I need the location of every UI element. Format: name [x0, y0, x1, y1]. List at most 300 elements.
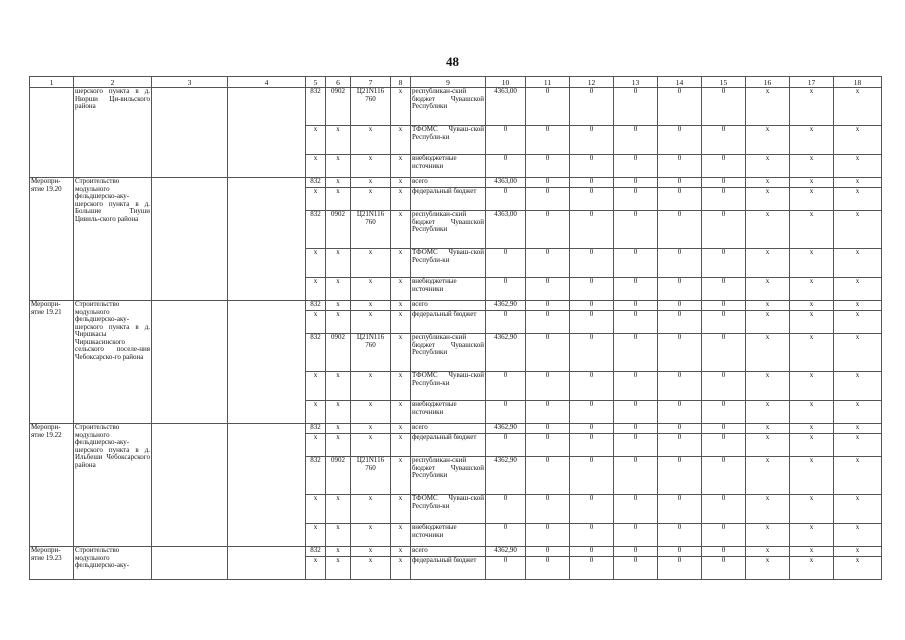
vr-cell: x [391, 547, 411, 557]
value-cell: x [746, 88, 790, 126]
value-cell: 0 [570, 334, 614, 372]
value-cell: 0 [570, 424, 614, 434]
csr-cell: x [351, 188, 391, 211]
csr-cell: x [351, 311, 391, 334]
column-header: 6 [326, 77, 351, 88]
value-cell: x [834, 434, 882, 457]
value-cell: 0 [614, 495, 658, 524]
value-cell: 0 [614, 424, 658, 434]
value-cell: 0 [614, 434, 658, 457]
measure-number-cell: Меропри-ятие 19.21 [30, 301, 74, 424]
column-header: 18 [834, 77, 882, 88]
value-cell: 0 [570, 88, 614, 126]
column-header: 12 [570, 77, 614, 88]
value-cell: x [790, 311, 834, 334]
rzpr-cell: x [326, 547, 351, 557]
measure-name-cell: Строительство модульного фельдшерско-аку-шерского пункта в д. Большие Тиуши Цивиль-ского района [74, 178, 152, 301]
value-cell: 0 [570, 155, 614, 178]
measure-name-cell: Строительство модульного фельдшерско-аку-шерского пункта в д. Ильбеши Чебоксарского района [74, 424, 152, 547]
vr-cell: x [391, 178, 411, 188]
rzpr-cell: x [326, 155, 351, 178]
value-cell: x [834, 301, 882, 311]
value-cell: 0 [702, 126, 746, 155]
value-cell: x [790, 249, 834, 278]
vr-cell: x [391, 434, 411, 457]
grbs-cell: 832 [306, 457, 326, 495]
table-row [30, 88, 882, 126]
value-cell: x [790, 334, 834, 372]
value-cell: x [746, 457, 790, 495]
csr-cell: x [351, 434, 391, 457]
csr-cell: x [351, 126, 391, 155]
value-cell: 0 [526, 301, 570, 311]
value-cell: 0 [658, 557, 702, 580]
value-cell: 0 [570, 457, 614, 495]
rzpr-cell: x [326, 424, 351, 434]
column-header: 5 [306, 77, 326, 88]
value-cell: x [790, 155, 834, 178]
vr-cell: x [391, 457, 411, 495]
value-cell: 0 [702, 311, 746, 334]
value-cell: x [834, 401, 882, 424]
value-cell: 0 [526, 311, 570, 334]
column-header: 14 [658, 77, 702, 88]
value-cell: x [834, 211, 882, 249]
measure-number-cell [30, 88, 74, 178]
source-cell: внебюджетные источники [411, 524, 486, 547]
vr-cell: x [391, 424, 411, 434]
value-cell: 0 [614, 547, 658, 557]
measure-number-cell: Меропри-ятие 19.20 [30, 178, 74, 301]
value-cell: 0 [614, 311, 658, 334]
value-cell: 0 [658, 278, 702, 301]
vr-cell: x [391, 524, 411, 547]
rzpr-cell: 0902 [326, 334, 351, 372]
source-cell: федеральный бюджет [411, 557, 486, 580]
grbs-cell: x [306, 372, 326, 401]
value-cell: 0 [526, 372, 570, 401]
vr-cell: x [391, 372, 411, 401]
source-cell: всего [411, 424, 486, 434]
value-cell: 0 [658, 547, 702, 557]
value-cell: 0 [614, 334, 658, 372]
value-cell: x [834, 334, 882, 372]
value-cell: 0 [658, 126, 702, 155]
value-cell: 0 [526, 211, 570, 249]
value-cell: 0 [526, 524, 570, 547]
grbs-cell: x [306, 311, 326, 334]
source-cell: республикан-ский бюджет Чувашской Республики [411, 88, 486, 126]
value-cell: x [834, 557, 882, 580]
table-cell [152, 178, 228, 301]
value-cell: 0 [614, 188, 658, 211]
value-cell: x [746, 557, 790, 580]
value-cell: 0 [526, 401, 570, 424]
value-cell: x [746, 188, 790, 211]
vr-cell: x [391, 401, 411, 424]
source-cell: республикан-ский бюджет Чувашской Республики [411, 334, 486, 372]
amount-cell: 0 [486, 557, 526, 580]
source-cell: внебюджетные источники [411, 278, 486, 301]
value-cell: x [790, 495, 834, 524]
value-cell: 0 [526, 188, 570, 211]
vr-cell: x [391, 249, 411, 278]
value-cell: 0 [526, 126, 570, 155]
value-cell: 0 [658, 301, 702, 311]
value-cell: x [834, 126, 882, 155]
csr-cell: x [351, 278, 391, 301]
value-cell: 0 [702, 278, 746, 301]
value-cell: x [834, 155, 882, 178]
value-cell: x [746, 249, 790, 278]
value-cell: 0 [658, 372, 702, 401]
value-cell: 0 [614, 301, 658, 311]
value-cell: 0 [570, 126, 614, 155]
csr-cell: Ц21N116 760 [351, 457, 391, 495]
value-cell: 0 [702, 188, 746, 211]
column-header: 2 [74, 77, 152, 88]
rzpr-cell: x [326, 495, 351, 524]
column-header: 15 [702, 77, 746, 88]
value-cell: 0 [614, 372, 658, 401]
vr-cell: x [391, 88, 411, 126]
value-cell: x [790, 424, 834, 434]
vr-cell: x [391, 495, 411, 524]
amount-cell: 4362,90 [486, 301, 526, 311]
value-cell: 0 [526, 155, 570, 178]
measure-name-cell: Строительство модульного фельдшерско-аку-шерского пункта в д. Чиршкасы Чиршкасинского сельского поселе-ния Чебоксарско-го района [74, 301, 152, 424]
value-cell: x [790, 301, 834, 311]
vr-cell: x [391, 188, 411, 211]
value-cell: x [790, 278, 834, 301]
value-cell: x [790, 524, 834, 547]
value-cell: 0 [526, 88, 570, 126]
value-cell: 0 [570, 278, 614, 301]
grbs-cell: 832 [306, 301, 326, 311]
value-cell: 0 [658, 178, 702, 188]
value-cell: 0 [570, 372, 614, 401]
column-header: 10 [486, 77, 526, 88]
amount-cell: 0 [486, 126, 526, 155]
value-cell: 0 [570, 401, 614, 424]
grbs-cell: x [306, 249, 326, 278]
rzpr-cell: 0902 [326, 88, 351, 126]
value-cell: 0 [526, 424, 570, 434]
grbs-cell: 832 [306, 334, 326, 372]
table-cell [228, 178, 306, 301]
value-cell: 0 [658, 524, 702, 547]
value-cell: x [834, 495, 882, 524]
vr-cell: x [391, 557, 411, 580]
value-cell: 0 [570, 311, 614, 334]
grbs-cell: 832 [306, 178, 326, 188]
source-cell: республикан-ский бюджет Чувашской Республики [411, 457, 486, 495]
value-cell: 0 [702, 372, 746, 401]
rzpr-cell: 0902 [326, 457, 351, 495]
value-cell: 0 [658, 495, 702, 524]
value-cell: x [746, 334, 790, 372]
csr-cell: x [351, 495, 391, 524]
table-row [30, 301, 882, 311]
vr-cell: x [391, 278, 411, 301]
value-cell: x [834, 372, 882, 401]
csr-cell: x [351, 524, 391, 547]
value-cell: x [746, 126, 790, 155]
value-cell: x [834, 249, 882, 278]
value-cell: x [790, 434, 834, 457]
value-cell: x [790, 188, 834, 211]
csr-cell: Ц21N116 760 [351, 88, 391, 126]
column-header: 4 [228, 77, 306, 88]
csr-cell: Ц21N116 760 [351, 211, 391, 249]
csr-cell: x [351, 557, 391, 580]
rzpr-cell: x [326, 126, 351, 155]
value-cell: x [746, 278, 790, 301]
value-cell: 0 [614, 155, 658, 178]
rzpr-cell: x [326, 372, 351, 401]
value-cell: 0 [658, 424, 702, 434]
amount-cell: 4363,00 [486, 178, 526, 188]
header-row [30, 77, 882, 88]
value-cell: x [834, 278, 882, 301]
table-cell [152, 88, 228, 178]
grbs-cell: x [306, 524, 326, 547]
value-cell: 0 [702, 334, 746, 372]
value-cell: x [746, 311, 790, 334]
value-cell: x [834, 178, 882, 188]
value-cell: 0 [570, 249, 614, 278]
value-cell: 0 [526, 495, 570, 524]
rzpr-cell: x [326, 401, 351, 424]
grbs-cell: x [306, 155, 326, 178]
value-cell: 0 [614, 457, 658, 495]
value-cell: 0 [702, 155, 746, 178]
value-cell: 0 [570, 495, 614, 524]
csr-cell: x [351, 547, 391, 557]
value-cell: 0 [526, 434, 570, 457]
value-cell: 0 [702, 178, 746, 188]
value-cell: 0 [702, 434, 746, 457]
budget-table [29, 76, 882, 580]
value-cell: 0 [658, 434, 702, 457]
value-cell: 0 [702, 249, 746, 278]
value-cell: 0 [658, 311, 702, 334]
source-cell: внебюджетные источники [411, 401, 486, 424]
source-cell: федеральный бюджет [411, 311, 486, 334]
vr-cell: x [391, 126, 411, 155]
value-cell: 0 [614, 524, 658, 547]
amount-cell: 4362,90 [486, 457, 526, 495]
source-cell: ТФОМС Чуваш-ской Республи-ки [411, 249, 486, 278]
value-cell: 0 [702, 424, 746, 434]
csr-cell: x [351, 401, 391, 424]
value-cell: 0 [658, 249, 702, 278]
value-cell: x [834, 424, 882, 434]
value-cell: 0 [702, 457, 746, 495]
csr-cell: x [351, 155, 391, 178]
value-cell: 0 [658, 211, 702, 249]
value-cell: 0 [570, 188, 614, 211]
rzpr-cell: x [326, 524, 351, 547]
column-header: 8 [391, 77, 411, 88]
value-cell: x [790, 557, 834, 580]
value-cell: 0 [614, 249, 658, 278]
vr-cell: x [391, 311, 411, 334]
value-cell: x [746, 424, 790, 434]
grbs-cell: 832 [306, 211, 326, 249]
value-cell: x [746, 401, 790, 424]
value-cell: 0 [614, 278, 658, 301]
rzpr-cell: x [326, 311, 351, 334]
value-cell: 0 [702, 301, 746, 311]
value-cell: 0 [526, 249, 570, 278]
amount-cell: 0 [486, 401, 526, 424]
amount-cell: 4363,00 [486, 88, 526, 126]
value-cell: 0 [526, 547, 570, 557]
value-cell: x [746, 178, 790, 188]
page-number: 48 [446, 54, 459, 69]
table-row [30, 424, 882, 434]
column-header: 7 [351, 77, 391, 88]
csr-cell: x [351, 249, 391, 278]
table-cell [228, 547, 306, 580]
csr-cell: x [351, 424, 391, 434]
table-cell [152, 301, 228, 424]
rzpr-cell: 0902 [326, 211, 351, 249]
value-cell: 0 [526, 334, 570, 372]
value-cell: 0 [702, 211, 746, 249]
value-cell: 0 [658, 155, 702, 178]
value-cell: x [790, 126, 834, 155]
value-cell: x [834, 457, 882, 495]
source-cell: ТФОМС Чуваш-ской Республи-ки [411, 126, 486, 155]
value-cell: x [790, 547, 834, 557]
value-cell: 0 [702, 557, 746, 580]
table-cell [152, 424, 228, 547]
column-header: 9 [411, 77, 486, 88]
value-cell: 0 [526, 457, 570, 495]
value-cell: x [834, 547, 882, 557]
table-cell [228, 424, 306, 547]
column-header: 16 [746, 77, 790, 88]
value-cell: 0 [614, 401, 658, 424]
value-cell: 0 [658, 88, 702, 126]
amount-cell: 0 [486, 524, 526, 547]
value-cell: 0 [658, 401, 702, 424]
rzpr-cell: x [326, 301, 351, 311]
value-cell: x [790, 457, 834, 495]
vr-cell: x [391, 301, 411, 311]
value-cell: 0 [658, 334, 702, 372]
source-cell: всего [411, 547, 486, 557]
value-cell: x [746, 155, 790, 178]
value-cell: 0 [614, 211, 658, 249]
value-cell: 0 [614, 88, 658, 126]
grbs-cell: 832 [306, 547, 326, 557]
value-cell: x [790, 88, 834, 126]
value-cell: 0 [614, 126, 658, 155]
grbs-cell: x [306, 278, 326, 301]
rzpr-cell: x [326, 278, 351, 301]
value-cell: 0 [614, 178, 658, 188]
value-cell: x [834, 524, 882, 547]
grbs-cell: x [306, 434, 326, 457]
amount-cell: 0 [486, 155, 526, 178]
source-cell: республикан-ский бюджет Чувашской Республики [411, 211, 486, 249]
amount-cell: 0 [486, 434, 526, 457]
value-cell: 0 [658, 188, 702, 211]
table-row [30, 547, 882, 557]
value-cell: 0 [526, 278, 570, 301]
amount-cell: 0 [486, 249, 526, 278]
grbs-cell: x [306, 401, 326, 424]
grbs-cell: 832 [306, 424, 326, 434]
value-cell: 0 [702, 524, 746, 547]
amount-cell: 0 [486, 188, 526, 211]
value-cell: x [834, 188, 882, 211]
vr-cell: x [391, 334, 411, 372]
grbs-cell: x [306, 126, 326, 155]
column-header: 13 [614, 77, 658, 88]
column-header: 3 [152, 77, 228, 88]
column-header: 1 [30, 77, 74, 88]
value-cell: 0 [702, 401, 746, 424]
value-cell: x [746, 301, 790, 311]
value-cell: x [746, 524, 790, 547]
amount-cell: 4363,00 [486, 211, 526, 249]
value-cell: x [790, 211, 834, 249]
table-cell [228, 88, 306, 178]
grbs-cell: 832 [306, 88, 326, 126]
amount-cell: 0 [486, 278, 526, 301]
rzpr-cell: x [326, 557, 351, 580]
column-header: 17 [790, 77, 834, 88]
source-cell: федеральный бюджет [411, 188, 486, 211]
value-cell: x [790, 178, 834, 188]
csr-cell: x [351, 372, 391, 401]
column-header: 11 [526, 77, 570, 88]
amount-cell: 4362,90 [486, 424, 526, 434]
table-cell [152, 547, 228, 580]
measure-name-cell: шерского пункта в д. Нюрши Ци-вильского района [74, 88, 152, 178]
value-cell: 0 [702, 547, 746, 557]
source-cell: ТФОМС Чуваш-ской Республи-ки [411, 495, 486, 524]
value-cell: 0 [570, 557, 614, 580]
amount-cell: 0 [486, 372, 526, 401]
value-cell: 0 [614, 557, 658, 580]
value-cell: x [746, 434, 790, 457]
source-cell: федеральный бюджет [411, 434, 486, 457]
source-cell: всего [411, 301, 486, 311]
value-cell: x [790, 401, 834, 424]
value-cell: 0 [570, 547, 614, 557]
source-cell: ТФОМС Чуваш-ской Республи-ки [411, 372, 486, 401]
amount-cell: 4362,90 [486, 547, 526, 557]
csr-cell: x [351, 178, 391, 188]
source-cell: внебюджетные источники [411, 155, 486, 178]
rzpr-cell: x [326, 178, 351, 188]
value-cell: 0 [702, 495, 746, 524]
vr-cell: x [391, 155, 411, 178]
grbs-cell: x [306, 495, 326, 524]
value-cell: 0 [570, 524, 614, 547]
rzpr-cell: x [326, 249, 351, 278]
amount-cell: 0 [486, 311, 526, 334]
rzpr-cell: x [326, 434, 351, 457]
value-cell: 0 [570, 301, 614, 311]
value-cell: x [746, 211, 790, 249]
value-cell: 0 [526, 557, 570, 580]
